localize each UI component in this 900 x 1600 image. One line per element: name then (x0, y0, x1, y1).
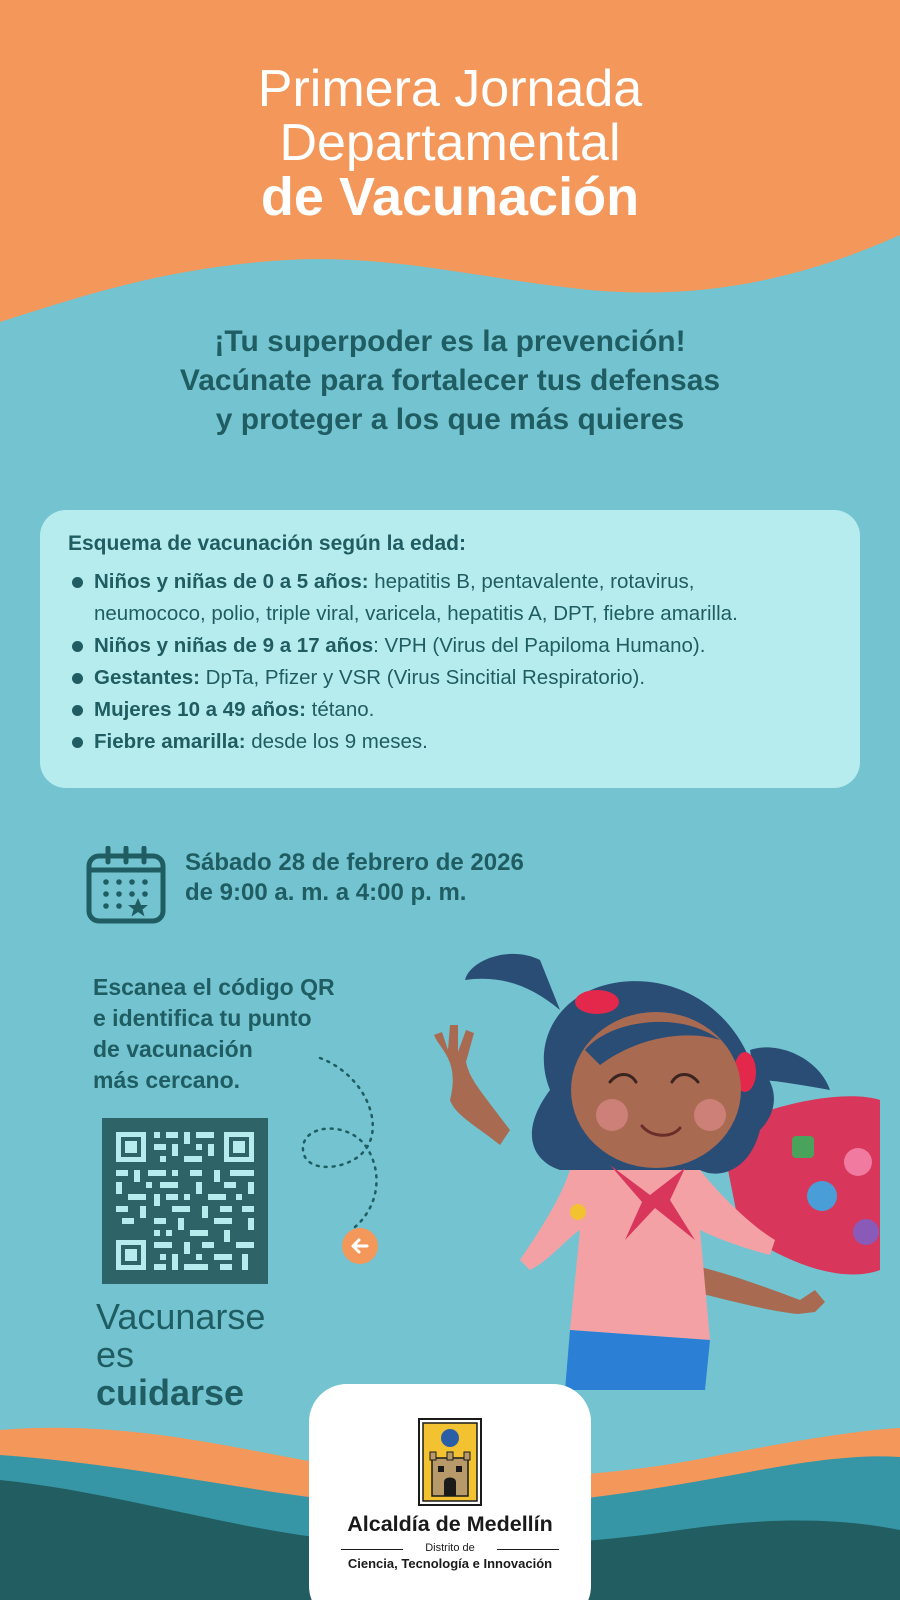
tagline-line-1: Vacunarse (96, 1296, 266, 1337)
bullet-icon (72, 673, 83, 684)
schedule-heading: Esquema de vacunación según la edad: (68, 532, 466, 555)
item-label: Niños y niñas de 9 a 17 años (94, 634, 374, 657)
slogan-line-2: Vacúnate para fortalecer tus defensas (179, 364, 721, 397)
event-day: Sábado 28 de febrero de 2026 (185, 849, 524, 876)
title-line-1: Primera Jornada (257, 60, 643, 118)
event-date-text (185, 848, 705, 908)
item-text: : VPH (Virus del Papiloma Humano). (373, 634, 706, 657)
qr-line-1: Escanea el código QR (93, 974, 335, 1000)
bullet-icon (72, 577, 83, 588)
tagline-prefix: es (96, 1334, 135, 1375)
schedule-item (68, 630, 836, 662)
city-name: Alcaldía de Medellín (347, 1512, 553, 1536)
bullet-icon (72, 705, 83, 716)
qr-line-4: más cercano. (93, 1067, 241, 1093)
qr-code-icon[interactable] (102, 1118, 268, 1284)
qr-line-3: de vacunación (93, 1036, 253, 1062)
city-coat-of-arms-icon (418, 1418, 482, 1506)
title-line-2: Departamental (279, 114, 621, 172)
tagline (96, 1298, 265, 1412)
item-text: desde los 9 meses. (245, 730, 428, 753)
schedule-item (68, 694, 836, 726)
slogan-line-1: ¡Tu superpoder es la prevención! (214, 325, 686, 358)
item-text: DpTa, Pfizer y VSR (Virus Sincitial Respiratorio). (199, 666, 646, 689)
calendar-icon (86, 846, 168, 926)
poster-title (0, 60, 900, 227)
schedule-item (68, 566, 836, 630)
item-label: Fiebre amarilla: (94, 730, 246, 753)
item-text: hepatitis B, pentavalente, rotavirus, (368, 570, 695, 593)
slogan-line-3: y proteger a los que más quieres (215, 403, 685, 436)
item-text: tétano. (305, 698, 375, 721)
footer-logo-card (309, 1384, 591, 1600)
tagline-bold: cuidarse (96, 1372, 245, 1413)
event-hours: de 9:00 a. m. a 4:00 p. m. (185, 879, 467, 906)
bullet-icon (72, 641, 83, 652)
district-label: Distrito de (425, 1542, 475, 1554)
item-text-continued: neumococo, polio, triple viral, varicela, hepatitis A, DPT, fiebre amarilla. (94, 602, 738, 625)
item-label: Gestantes: (94, 666, 200, 689)
girl-superhero-illustration (420, 940, 880, 1390)
item-label: Mujeres 10 a 49 años: (94, 698, 306, 721)
qr-line-2: e identifica tu punto (93, 1005, 312, 1031)
schedule-item (68, 726, 836, 758)
vaccination-schedule-card (40, 510, 860, 788)
tagline-line-2 (96, 1336, 265, 1412)
schedule-item (68, 662, 836, 694)
dotted-arrow-path (295, 1055, 415, 1245)
district-name: Ciencia, Tecnología e Innovación (347, 1556, 553, 1571)
arrow-left-icon (341, 1227, 379, 1265)
bullet-icon (72, 737, 83, 748)
title-line-3: de Vacunación (260, 167, 640, 227)
slogan (0, 322, 900, 439)
item-label: Niños y niñas de 0 a 5 años: (94, 570, 369, 593)
